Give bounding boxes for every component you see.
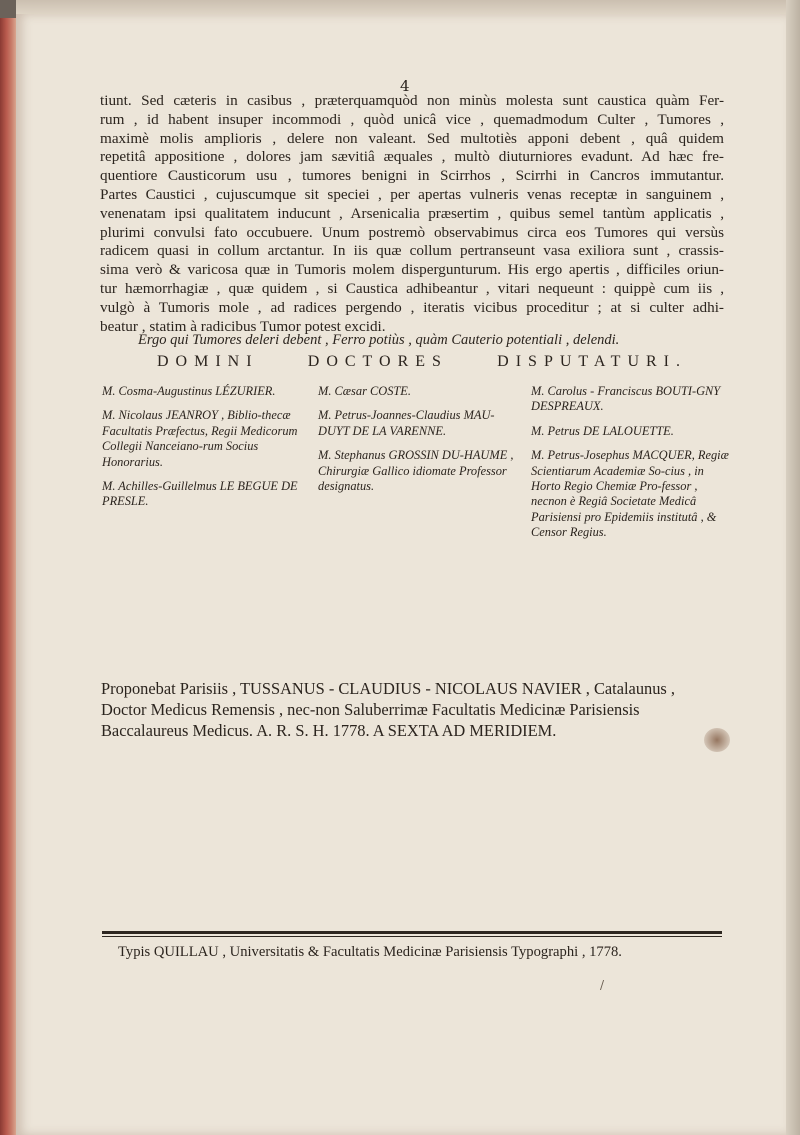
stray-mark: / <box>600 978 605 992</box>
proponebat-line: Proponebat Parisiis , TUSSANUS - CLAUDIUS - NICOLAUS NAVIER , Catalaunus , <box>101 679 675 698</box>
doctors-heading <box>157 353 687 371</box>
proponebat-line: Baccalaureus Medicus. A. R. S. H. 1778. A SEXTA AD MERIDIEM. <box>101 721 557 740</box>
proponebat-line: Doctor Medicus Remensis , nec-non Saluberrimæ Facultatis Medicinæ Parisiensis <box>101 700 640 719</box>
conclusion-line: Ergo qui Tumores deleri debent , Ferro potiùs , quàm Cauterio potentiali , delendi. <box>138 332 620 348</box>
book-right-edge <box>786 0 800 1135</box>
body-line: tur hæmorrhagiæ , quæ quidem , si Caustica adhibeantur , vitari nequeunt : quippè cum iis , <box>100 279 724 297</box>
heading-word: DOCTORES <box>307 353 448 370</box>
body-line: rum , id habent insuper incommodi , quòd unicâ vice , quemadmodum Culter , Tumores , <box>100 110 724 128</box>
body-line: radicem quasi in collum arctantur. In iis quæ collum pertranseunt vasa exiliora sunt , crassis- <box>100 242 724 260</box>
divider-rule <box>102 931 722 934</box>
body-line: Partes Caustici , cujuscumque sit speciei , per apertas vulneris venas receptæ in sanguinem , <box>100 185 724 203</box>
body-line: tiunt. Sed cæteris in casibus , præterquamquòd non minùs molesta sunt caustica quàm Fer- <box>100 92 724 109</box>
book-red-edge <box>0 18 16 1135</box>
body-line: maximè molis amplioris , delere non valeant. Sed multotiès apponi debent , quâ quidem <box>100 129 724 147</box>
body-line: beatur , statim à radicibus Tumor potest excidi. <box>100 317 386 335</box>
doctors-column-left <box>102 384 307 519</box>
body-line: plurimi convulsi fato occubuere. Unum postremò observabimus circa eos Tumores qui versùs <box>100 223 724 241</box>
body-line: venenatam ipsi qualitatem inducunt , Arsenicalia præsertim , quibus semel tantùm applicatis , <box>100 204 724 222</box>
doctors-column-right <box>531 384 731 550</box>
page-number: 4 <box>400 77 410 95</box>
doctor-entry: M. Petrus-Joannes-Claudius MAU-DUYT DE LA VARENNE. <box>318 408 495 438</box>
heading-word: DISPUTATURI. <box>497 353 687 370</box>
doctor-entry: M. Stephanus GROSSIN DU-HAUME , Chirurgiæ Gallico idiomate Professor designatus. <box>318 448 514 494</box>
doctor-entry: M. Cosma-Augustinus LÉZURIER. <box>102 384 276 398</box>
body-line: sima verò & varicosa quæ in Tumoris molem dispergunturum. His ergo apertis , difficiles oriun- <box>100 261 724 279</box>
body-line: vulgò à Tumoris mole , ad radices pergendo , iteratis vicibus proceditur ; at si culter adhi- <box>100 298 724 316</box>
doctors-column-middle <box>318 384 518 503</box>
body-line: quentiore Causticorum usu , tumores benigni in Scirrhos , Scirrhi in Cancros immutantur. <box>100 167 724 185</box>
body-paragraph <box>100 92 724 336</box>
printer-imprint: Typis QUILLAU , Universitatis & Facultatis Medicinæ Parisiensis Typographi , 1778. <box>118 944 622 960</box>
divider-rule-thin <box>102 936 722 937</box>
doctor-entry: M. Nicolaus JEANROY , Biblio-thecæ Facultatis Præfectus, Regii Medicorum Collegii Nanceiano-rum Socius Honorarius. <box>102 408 298 469</box>
doctor-entry: M. Petrus-Josephus MACQUER, Regiæ Scientiarum Academiæ So-cius , in Horto Regio Chemiæ Pro-fessor , necnon è Regiâ Societate Medicâ Parisiensi pro Epidemiis institutâ , & Censor Regius. <box>531 448 729 540</box>
doctor-entry: M. Cæsar COSTE. <box>318 384 411 398</box>
doctor-entry: M. Petrus DE LALOUETTE. <box>531 423 674 438</box>
heading-word: DOMINI <box>157 353 259 370</box>
proponebat-block <box>101 678 733 741</box>
ink-stain <box>704 728 730 752</box>
doctor-entry: M. Achilles-Guillelmus LE BEGUE DE PRESLE. <box>102 479 298 509</box>
doctor-entry: M. Carolus - Franciscus BOUTI-GNY DESPREAUX. <box>531 384 721 414</box>
body-line: repetitâ appositione , dolores jam sævitiâ æquales , multò diuturniores evadunt. Ad hæc fre- <box>100 148 724 166</box>
